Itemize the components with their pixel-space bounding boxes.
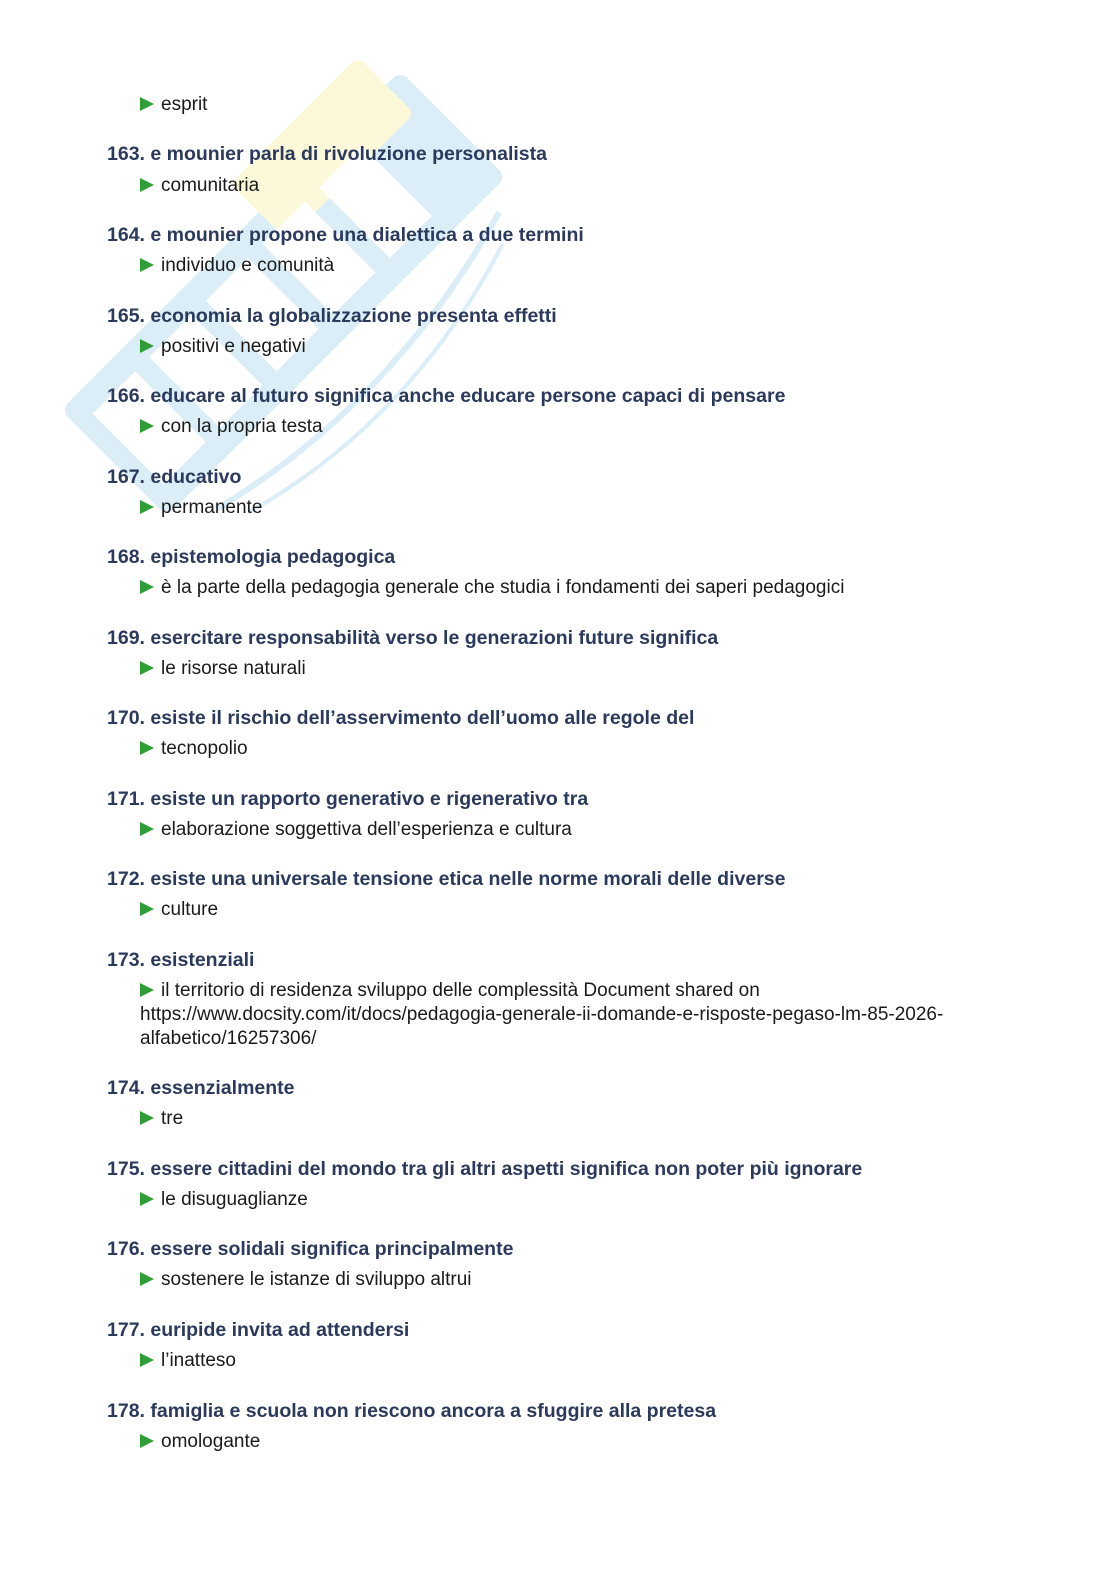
answer-169: le risorse naturali <box>140 657 970 681</box>
answer-177: l’inatteso <box>140 1349 970 1373</box>
question-174: 174. essenzialmente <box>107 1077 295 1099</box>
answer-167: permanente <box>140 496 970 520</box>
play-arrow-icon <box>140 661 154 675</box>
answer-170: tecnopolio <box>140 737 970 761</box>
play-arrow-icon <box>140 500 154 514</box>
answer-176: sostenere le istanze di sviluppo altrui <box>140 1268 970 1292</box>
question-175: 175. essere cittadini del mondo tra gli altri aspetti significa non poter più ignorare <box>107 1158 863 1180</box>
question-173: 173. esistenziali <box>107 949 255 971</box>
answer-172: culture <box>140 898 970 922</box>
answer-174: tre <box>140 1107 970 1131</box>
answer-165: positivi e negativi <box>140 335 970 359</box>
answer-166: con la propria testa <box>140 415 970 439</box>
question-169: 169. esercitare responsabilità verso le generazioni future significa <box>107 627 719 649</box>
play-arrow-icon <box>140 1111 154 1125</box>
answer-178: omologante <box>140 1430 970 1454</box>
play-arrow-icon <box>140 902 154 916</box>
question-164: 164. e mounier propone una dialettica a due termini <box>107 224 584 246</box>
question-171: 171. esiste un rapporto generativo e rigenerativo tra <box>107 788 589 810</box>
play-arrow-icon <box>140 580 154 594</box>
answer-163: comunitaria <box>140 174 970 198</box>
play-arrow-icon <box>140 258 154 272</box>
play-arrow-icon <box>140 178 154 192</box>
question-168: 168. epistemologia pedagogica <box>107 546 396 568</box>
play-arrow-icon <box>140 822 154 836</box>
play-arrow-icon <box>140 741 154 755</box>
answer-168: è la parte della pedagogia generale che studia i fondamenti dei saperi pedagogici <box>140 576 970 600</box>
question-177: 177. euripide invita ad attendersi <box>107 1319 410 1341</box>
play-arrow-icon <box>140 983 154 997</box>
answer-171: elaborazione soggettiva dell’esperienza e cultura <box>140 818 970 842</box>
play-arrow-icon <box>140 1192 154 1206</box>
play-arrow-icon <box>140 1434 154 1448</box>
question-176: 176. essere solidali significa principalmente <box>107 1238 514 1260</box>
answer-162: esprit <box>140 93 970 117</box>
question-172: 172. esiste una universale tensione etica nelle norme morali delle diverse <box>107 868 786 890</box>
answer-164: individuo e comunità <box>140 254 970 278</box>
question-167: 167. educativo <box>107 466 242 488</box>
answer-173: il territorio di residenza sviluppo delle complessità Document shared on https://www.docsity.com/it/docs/pedagogia-generale-ii-domande-e-risposte-pegaso-lm-85-2026-alfabetico/16257306/ <box>140 980 944 1049</box>
question-178: 178. famiglia e scuola non riescono ancora a sfuggire alla pretesa <box>107 1400 717 1422</box>
answer-175: le disuguaglianze <box>140 1188 970 1212</box>
play-arrow-icon <box>140 339 154 353</box>
play-arrow-icon <box>140 97 154 111</box>
question-170: 170. esiste il rischio dell’asservimento dell’uomo alle regole del <box>107 707 695 729</box>
question-163: 163. e mounier parla di rivoluzione personalista <box>107 143 547 165</box>
question-166: 166. educare al futuro significa anche educare persone capaci di pensare <box>107 385 786 407</box>
play-arrow-icon <box>140 419 154 433</box>
play-arrow-icon <box>140 1272 154 1286</box>
play-arrow-icon <box>140 1353 154 1367</box>
question-165: 165. economia la globalizzazione presenta effetti <box>107 305 557 327</box>
